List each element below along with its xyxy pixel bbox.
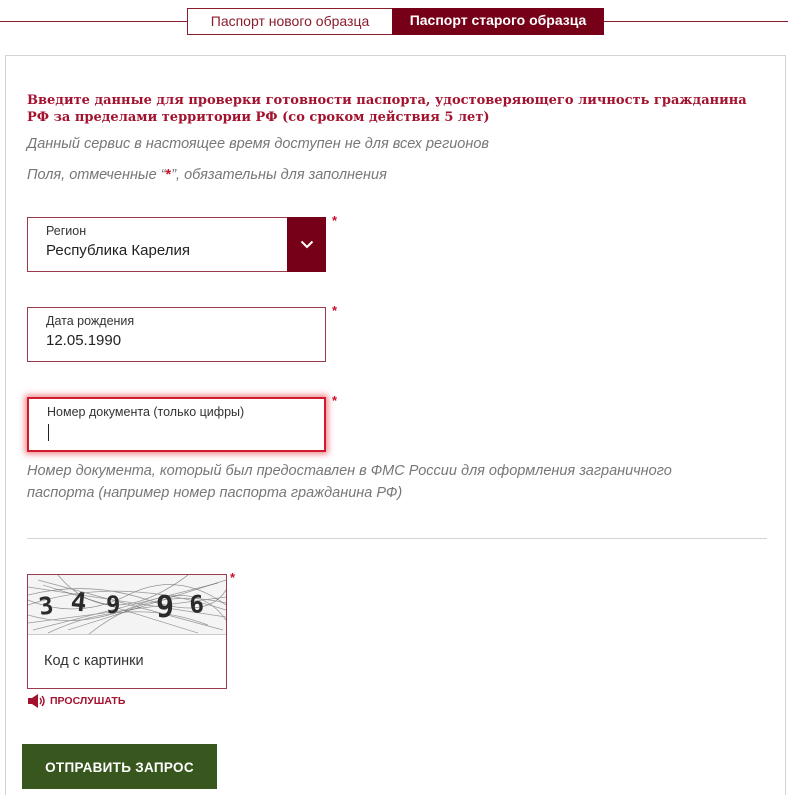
tab-rule-left [0, 21, 187, 22]
document-number-hint: Номер документа, который был предоставлен в ФМС России для оформления заграничного паспорта (например номер паспорта гражданина РФ) [27, 463, 672, 501]
captcha-code-input[interactable]: Код с картинки [44, 653, 144, 669]
document-number-field[interactable] [27, 397, 326, 452]
birth-date-label: Дата рождения [46, 314, 135, 328]
listen-label: ПРОСЛУШАТЬ [50, 695, 126, 707]
tab-old-passport[interactable]: Паспорт старого образца [392, 8, 604, 35]
birth-date-required-mark: * [332, 303, 338, 318]
region-value: Республика Карелия [46, 242, 190, 259]
captcha-listen-link[interactable] [27, 694, 125, 708]
captcha-required-mark: * [230, 570, 236, 585]
tab-new-passport[interactable]: Паспорт нового образца [187, 8, 392, 35]
tab-rule-right [604, 21, 788, 22]
submit-request-button[interactable]: ОТПРАВИТЬ ЗАПРОС [22, 744, 217, 789]
captcha-digit-5: 6 [188, 590, 205, 619]
captcha-digit-1: 3 [36, 591, 56, 621]
required-note-suffix: ”, обязательны для заполнения [171, 167, 387, 183]
speaker-icon [27, 694, 47, 708]
region-select[interactable] [27, 217, 326, 272]
region-required-mark: * [332, 213, 338, 228]
captcha-digit-2: 4 [69, 587, 88, 619]
availability-note: Данный сервис в настоящее время доступен не для всех регионов [27, 136, 489, 152]
required-note-asterisk: * [165, 167, 172, 183]
captcha-noise [28, 575, 226, 635]
captcha-digit-3: 9 [106, 591, 121, 619]
document-number-required-mark: * [332, 393, 338, 408]
birth-date-field[interactable] [27, 307, 326, 362]
region-label: Регион [46, 224, 87, 238]
section-divider [27, 538, 767, 539]
required-fields-note [27, 167, 387, 183]
tab-bar [0, 0, 788, 36]
captcha-block [27, 574, 227, 689]
captcha-digit-4: 9 [156, 590, 175, 625]
required-note-prefix: Поля, отмеченные “ [27, 167, 166, 183]
document-number-label: Номер документа (только цифры) [47, 405, 245, 419]
captcha-image [28, 575, 226, 635]
birth-date-value: 12.05.1990 [46, 332, 122, 349]
form-panel [5, 55, 786, 795]
region-dropdown-button[interactable] [287, 217, 326, 272]
text-cursor [48, 424, 49, 441]
intro-text: Введите данные для проверки готовности паспорта, удостоверяющего личность гражданина РФ за пределами территории РФ (со сроком действия 5 лет) [27, 93, 747, 125]
chevron-down-icon [300, 240, 314, 249]
